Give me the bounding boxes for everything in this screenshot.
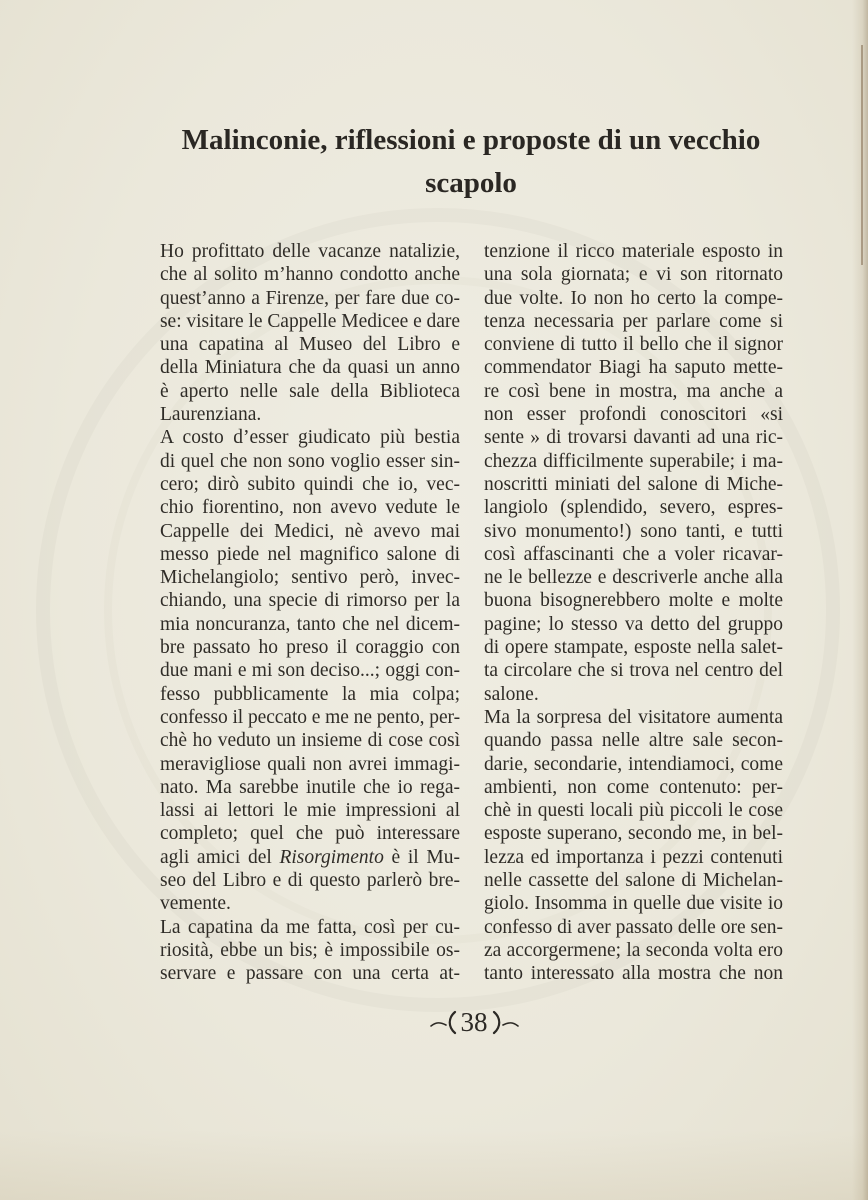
- text-line: [484, 683, 783, 706]
- line-text: Cappelle dei Medici, nè avevo mai: [160, 520, 460, 542]
- line-text: ta circolare che si trova nel centro del: [484, 660, 783, 682]
- line-text: fesso pubblicamente la mia colpa;: [160, 683, 460, 705]
- line-text: tanto interessato alla mostra che non: [484, 963, 783, 985]
- line-text: chiando, una specie di rimorso per la: [160, 590, 460, 612]
- line-text: mia noncuranza, tanto che nel dicem-: [160, 613, 460, 635]
- line-text: ne le bellezze e descriverle anche alla: [484, 567, 783, 589]
- paragraph: [484, 706, 783, 986]
- text-line: [484, 240, 783, 263]
- text-line: [484, 939, 783, 962]
- line-text: pagine; lo stesso va detto del gruppo: [484, 613, 783, 635]
- line-text: darie, secondarie, intendiamoci, come: [484, 753, 783, 775]
- text-line: [160, 799, 460, 822]
- text-line: [160, 263, 460, 286]
- text-line: [160, 450, 460, 473]
- text-line: [160, 473, 460, 496]
- text-line: [484, 496, 783, 519]
- text-line: [160, 962, 460, 985]
- line-text: tenzione il ricco materiale esposto in: [484, 241, 783, 262]
- line-text: non esser profondi conoscitori «si: [484, 404, 783, 426]
- line-text: chio fiorentino, non avevo vedute le: [160, 497, 460, 519]
- line-text: servare e passare con una certa at-: [160, 963, 460, 985]
- text-line: [160, 846, 460, 869]
- text-line: [484, 776, 783, 799]
- text-line: [160, 706, 460, 729]
- text-segment: agli amici del: [160, 846, 280, 868]
- page-edge-mark: [861, 45, 863, 265]
- line-text: A costo d’esser giudicato più bestia: [160, 427, 460, 449]
- text-line: [484, 869, 783, 892]
- text-line: [484, 426, 783, 449]
- left-column: [160, 240, 460, 986]
- text-line: [484, 892, 783, 915]
- line-text: chè in questi locali più piccoli le cose: [484, 800, 783, 822]
- text-line: [160, 240, 460, 263]
- text-line: [484, 333, 783, 356]
- text-line: [484, 962, 783, 985]
- text-line: [160, 729, 460, 752]
- text-line: [484, 706, 783, 729]
- line-text: che al solito m’hanno condotto anche: [160, 264, 460, 286]
- text-segment: è il Mu-: [383, 846, 460, 868]
- text-line: [160, 380, 460, 403]
- line-text: commendator Biagi ha saputo mette-: [484, 357, 783, 379]
- text-line: [160, 403, 460, 426]
- text-line: [484, 403, 783, 426]
- text-line: [484, 356, 783, 379]
- line-text: una capatina al Museo del Libro e: [160, 334, 460, 356]
- line-text: se: visitare le Cappelle Medicee e dare: [160, 310, 460, 332]
- text-line: [484, 846, 783, 869]
- line-text: di quel che non sono voglio esser sin-: [160, 450, 460, 472]
- text-line: [484, 916, 783, 939]
- text-line: [160, 426, 460, 449]
- ornament-right-icon: [490, 1007, 520, 1037]
- text-line: [160, 939, 460, 962]
- line-text: tenza necessaria per parlare come si: [484, 310, 783, 332]
- text-line: [484, 636, 783, 659]
- text-line: [160, 753, 460, 776]
- line-text: chè ho veduto un insieme di cose così: [160, 730, 460, 752]
- line-text: è aperto nelle sale della Biblioteca: [160, 380, 460, 402]
- text-line: [160, 333, 460, 356]
- line-text: riosità, ebbe un bis; è impossibile os-: [160, 939, 460, 961]
- line-text: della Miniatura che da quasi un anno: [160, 357, 460, 379]
- paragraph: [484, 240, 783, 706]
- line-text: meravigliose quali non avrei immagi-: [160, 753, 460, 775]
- text-line: [484, 799, 783, 822]
- line-text: Ma la sorpresa del visitatore aumenta: [484, 706, 783, 728]
- line-text: lassi ai lettori le mie impressioni al: [160, 800, 460, 822]
- text-line: [160, 356, 460, 379]
- line-text: La capatina da me fatta, così per cu-: [160, 916, 460, 938]
- paragraph: [160, 426, 460, 915]
- page-edge-shadow: [852, 0, 868, 1200]
- line-text: nato. Ma sarebbe inutile che io rega-: [160, 776, 460, 798]
- line-text: quando passa nelle altre sale secon-: [484, 730, 783, 752]
- text-line: [484, 613, 783, 636]
- text-line: [160, 683, 460, 706]
- text-line: [484, 520, 783, 543]
- line-text: noscritti miniati del salone di Miche-: [484, 473, 783, 495]
- line-text: due volte. Io non ho certo la compe-: [484, 287, 783, 309]
- line-text: ambienti, non come contenuto: per-: [484, 776, 783, 798]
- page-number-block: [374, 1006, 574, 1038]
- italic-text: Risorgimento: [279, 846, 384, 868]
- line-text: Michelangiolo; sentivo però, invec-: [160, 567, 460, 589]
- line-text: chezza difficilmente superabile; i ma-: [484, 450, 783, 472]
- line-text: lezza ed importanza i pezzi contenuti: [484, 846, 783, 868]
- text-line: [484, 729, 783, 752]
- text-line: [484, 822, 783, 845]
- line-text: re così bene in mostra, ma anche a: [484, 380, 783, 402]
- line-text: confesso il peccato e me ne pento, per-: [160, 706, 460, 728]
- line-text: esposte superano, secondo me, in bel-: [484, 823, 783, 845]
- line-text: nelle cassette del salone di Michelan-: [484, 870, 783, 892]
- text-line: [484, 450, 783, 473]
- text-line: [160, 496, 460, 519]
- line-text: una sola giornata; e vi son ritornato: [484, 264, 783, 286]
- text-line: [484, 566, 783, 589]
- line-text: Laurenziana.: [160, 404, 262, 426]
- line-text: così affascinanti che a voler ricavar-: [484, 543, 783, 565]
- text-line: [160, 659, 460, 682]
- text-line: [160, 892, 460, 915]
- text-line: [160, 566, 460, 589]
- text-line: [160, 916, 460, 939]
- line-text: due mani e mi son deciso...; oggi con-: [160, 660, 460, 682]
- text-line: [484, 380, 783, 403]
- ornament-left-icon: [429, 1007, 459, 1037]
- line-text: quest’anno a Firenze, per fare due co-: [160, 287, 460, 309]
- text-line: [484, 543, 783, 566]
- text-line: [160, 822, 460, 845]
- text-line: [160, 543, 460, 566]
- line-text: vemente.: [160, 893, 231, 915]
- page-number: 38: [460, 1007, 488, 1037]
- text-line: [484, 753, 783, 776]
- line-text: cero; dirò subito quindi che io, vec-: [160, 473, 460, 495]
- text-line: [160, 310, 460, 333]
- line-text: sivo monumento!) sono tanti, e tutti: [484, 520, 783, 542]
- line-text: conviene di tutto il bello che il signor: [484, 334, 783, 356]
- line-text: [160, 847, 460, 868]
- line-text: di opere stampate, esposte nella salet-: [484, 637, 783, 659]
- text-line: [160, 636, 460, 659]
- paragraph: [160, 240, 460, 426]
- line-text: langiolo (splendido, severo, espres-: [484, 497, 783, 519]
- right-column: [484, 240, 783, 986]
- text-line: [160, 589, 460, 612]
- text-line: [484, 659, 783, 682]
- text-line: [484, 287, 783, 310]
- paragraph: [160, 916, 460, 986]
- line-text: seo del Libro e di questo parlerò bre-: [160, 870, 460, 892]
- text-line: [160, 520, 460, 543]
- paper-stain: [0, 1130, 868, 1200]
- line-text: za accorgermene; la seconda volta ero: [484, 939, 783, 961]
- text-line: [160, 287, 460, 310]
- article-title: Malinconie, riflessioni e proposte di un vecchio scapolo: [181, 124, 761, 199]
- text-line: [484, 263, 783, 286]
- line-text: sente » di trovarsi davanti ad una ric-: [484, 427, 783, 449]
- line-text: messo piede nel magnifico salone di: [160, 543, 460, 565]
- text-line: [484, 310, 783, 333]
- text-line: [160, 869, 460, 892]
- line-text: confesso di aver passato delle ore sen-: [484, 916, 783, 938]
- line-text: salone.: [484, 683, 539, 705]
- text-line: [160, 776, 460, 799]
- text-line: [160, 613, 460, 636]
- line-text: completo; quel che può interessare: [160, 823, 460, 845]
- text-line: [484, 473, 783, 496]
- line-text: bre passato ho preso il coraggio con: [160, 637, 460, 659]
- text-line: [484, 589, 783, 612]
- line-text: giolo. Insomma in quelle due visite io: [484, 893, 783, 915]
- line-text: Ho profittato delle vacanze natalizie,: [160, 241, 460, 262]
- line-text: buona bisognerebbero molte e molte: [484, 590, 783, 612]
